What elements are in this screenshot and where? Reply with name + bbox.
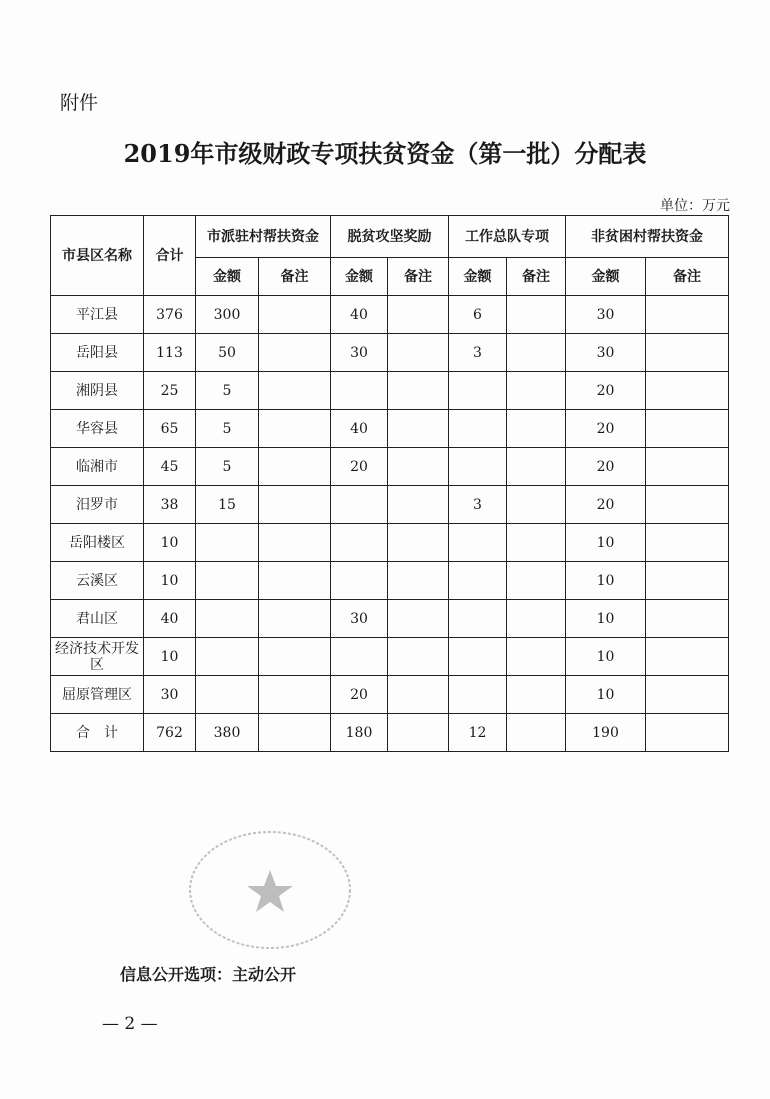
row-name: 平江县 xyxy=(51,296,144,334)
table-row xyxy=(51,524,729,562)
amount-cell: 5 xyxy=(196,410,259,448)
row-total: 40 xyxy=(144,600,196,638)
unit-label: 单位：万元 xyxy=(660,198,730,214)
note-cell xyxy=(259,334,331,372)
row-total: 10 xyxy=(144,524,196,562)
amount-cell xyxy=(449,410,507,448)
table-row xyxy=(51,676,729,714)
note-cell xyxy=(388,714,449,752)
note-cell xyxy=(646,448,729,486)
header-group: 工作总队专项 xyxy=(449,216,566,258)
note-cell xyxy=(507,676,566,714)
note-cell xyxy=(388,638,449,676)
amount-cell: 20 xyxy=(566,486,646,524)
amount-cell xyxy=(196,638,259,676)
table-row xyxy=(51,410,729,448)
amount-cell: 30 xyxy=(331,600,388,638)
amount-cell: 20 xyxy=(566,448,646,486)
amount-cell xyxy=(449,600,507,638)
note-cell xyxy=(507,638,566,676)
row-name: 岳阳县 xyxy=(51,334,144,372)
amount-cell: 6 xyxy=(449,296,507,334)
row-total: 10 xyxy=(144,638,196,676)
row-total: 376 xyxy=(144,296,196,334)
row-name: 临湘市 xyxy=(51,448,144,486)
amount-cell: 10 xyxy=(566,600,646,638)
table-row xyxy=(51,714,729,752)
note-cell xyxy=(646,676,729,714)
amount-cell: 10 xyxy=(566,676,646,714)
row-name: 岳阳楼区 xyxy=(51,524,144,562)
note-cell xyxy=(259,410,331,448)
note-cell xyxy=(507,524,566,562)
note-cell xyxy=(388,410,449,448)
note-cell xyxy=(259,372,331,410)
note-cell xyxy=(646,372,729,410)
amount-cell: 30 xyxy=(566,334,646,372)
note-cell xyxy=(388,676,449,714)
note-cell xyxy=(507,334,566,372)
note-cell xyxy=(646,334,729,372)
allocation-table xyxy=(50,215,729,752)
note-cell xyxy=(646,600,729,638)
amount-cell xyxy=(449,448,507,486)
note-cell xyxy=(646,524,729,562)
amount-cell xyxy=(196,524,259,562)
row-name: 经济技术开发区 xyxy=(51,638,144,676)
header-row xyxy=(51,216,729,258)
row-name: 君山区 xyxy=(51,600,144,638)
amount-cell xyxy=(196,600,259,638)
amount-cell xyxy=(196,562,259,600)
note-cell xyxy=(388,334,449,372)
amount-cell: 380 xyxy=(196,714,259,752)
row-total: 38 xyxy=(144,486,196,524)
row-name: 华容县 xyxy=(51,410,144,448)
row-total: 45 xyxy=(144,448,196,486)
amount-cell: 15 xyxy=(196,486,259,524)
header-note: 备注 xyxy=(388,258,449,296)
amount-cell xyxy=(331,562,388,600)
amount-cell xyxy=(331,486,388,524)
amount-cell: 10 xyxy=(566,638,646,676)
note-cell xyxy=(507,714,566,752)
header-total: 合计 xyxy=(144,216,196,296)
note-cell xyxy=(388,448,449,486)
row-total: 25 xyxy=(144,372,196,410)
table-row xyxy=(51,600,729,638)
document-title: 2019年市级财政专项扶贫资金（第一批）分配表 xyxy=(123,139,647,168)
info-disclosure: 信息公开选项：主动公开 xyxy=(120,965,297,984)
row-total: 65 xyxy=(144,410,196,448)
note-cell xyxy=(507,296,566,334)
note-cell xyxy=(259,600,331,638)
amount-cell: 190 xyxy=(566,714,646,752)
note-cell xyxy=(507,448,566,486)
header-group: 市派驻村帮扶资金 xyxy=(196,216,331,258)
amount-cell: 20 xyxy=(566,410,646,448)
row-total: 762 xyxy=(144,714,196,752)
note-cell xyxy=(259,524,331,562)
amount-cell: 30 xyxy=(331,334,388,372)
note-cell xyxy=(646,562,729,600)
header-amount: 金额 xyxy=(449,258,507,296)
row-total: 113 xyxy=(144,334,196,372)
row-name: 云溪区 xyxy=(51,562,144,600)
note-cell xyxy=(388,524,449,562)
amount-cell xyxy=(449,524,507,562)
amount-cell xyxy=(196,676,259,714)
note-cell xyxy=(646,296,729,334)
amount-cell: 40 xyxy=(331,296,388,334)
note-cell xyxy=(259,448,331,486)
table-row xyxy=(51,448,729,486)
note-cell xyxy=(259,562,331,600)
amount-cell: 40 xyxy=(331,410,388,448)
amount-cell: 5 xyxy=(196,448,259,486)
row-total: 10 xyxy=(144,562,196,600)
attachment-label: 附件 xyxy=(60,92,99,114)
note-cell xyxy=(388,600,449,638)
note-cell xyxy=(259,296,331,334)
note-cell xyxy=(507,410,566,448)
amount-cell: 300 xyxy=(196,296,259,334)
amount-cell xyxy=(331,524,388,562)
note-cell xyxy=(646,714,729,752)
note-cell xyxy=(259,638,331,676)
note-cell xyxy=(646,410,729,448)
header-note: 备注 xyxy=(507,258,566,296)
amount-cell: 10 xyxy=(566,562,646,600)
header-note: 备注 xyxy=(259,258,331,296)
row-name: 屈原管理区 xyxy=(51,676,144,714)
amount-cell: 20 xyxy=(566,372,646,410)
table-row xyxy=(51,638,729,676)
amount-cell: 5 xyxy=(196,372,259,410)
note-cell xyxy=(507,562,566,600)
header-group: 脱贫攻坚奖励 xyxy=(331,216,449,258)
note-cell xyxy=(507,600,566,638)
header-amount: 金额 xyxy=(566,258,646,296)
amount-cell xyxy=(331,638,388,676)
row-total: 30 xyxy=(144,676,196,714)
note-cell xyxy=(388,372,449,410)
page-number: — 2 — xyxy=(102,1014,158,1034)
header-name: 市县区名称 xyxy=(51,216,144,296)
note-cell xyxy=(259,676,331,714)
amount-cell: 3 xyxy=(449,486,507,524)
amount-cell: 180 xyxy=(331,714,388,752)
amount-cell xyxy=(449,638,507,676)
row-name: 汨罗市 xyxy=(51,486,144,524)
note-cell xyxy=(388,296,449,334)
amount-cell: 50 xyxy=(196,334,259,372)
table-row xyxy=(51,334,729,372)
row-name: 湘阴县 xyxy=(51,372,144,410)
note-cell xyxy=(646,486,729,524)
table-row xyxy=(51,486,729,524)
row-name: 合 计 xyxy=(51,714,144,752)
amount-cell: 12 xyxy=(449,714,507,752)
amount-cell xyxy=(331,372,388,410)
amount-cell: 20 xyxy=(331,448,388,486)
amount-cell: 10 xyxy=(566,524,646,562)
note-cell xyxy=(388,486,449,524)
note-cell xyxy=(259,714,331,752)
amount-cell: 30 xyxy=(566,296,646,334)
header-group: 非贫困村帮扶资金 xyxy=(566,216,729,258)
note-cell xyxy=(507,486,566,524)
amount-cell xyxy=(449,372,507,410)
header-note: 备注 xyxy=(646,258,729,296)
note-cell xyxy=(259,486,331,524)
note-cell xyxy=(646,638,729,676)
table-row xyxy=(51,372,729,410)
official-seal xyxy=(185,820,355,950)
table-row xyxy=(51,562,729,600)
amount-cell xyxy=(449,676,507,714)
amount-cell xyxy=(449,562,507,600)
note-cell xyxy=(388,562,449,600)
table-row xyxy=(51,296,729,334)
header-amount: 金额 xyxy=(196,258,259,296)
note-cell xyxy=(507,372,566,410)
amount-cell: 20 xyxy=(331,676,388,714)
header-amount: 金额 xyxy=(331,258,388,296)
amount-cell: 3 xyxy=(449,334,507,372)
